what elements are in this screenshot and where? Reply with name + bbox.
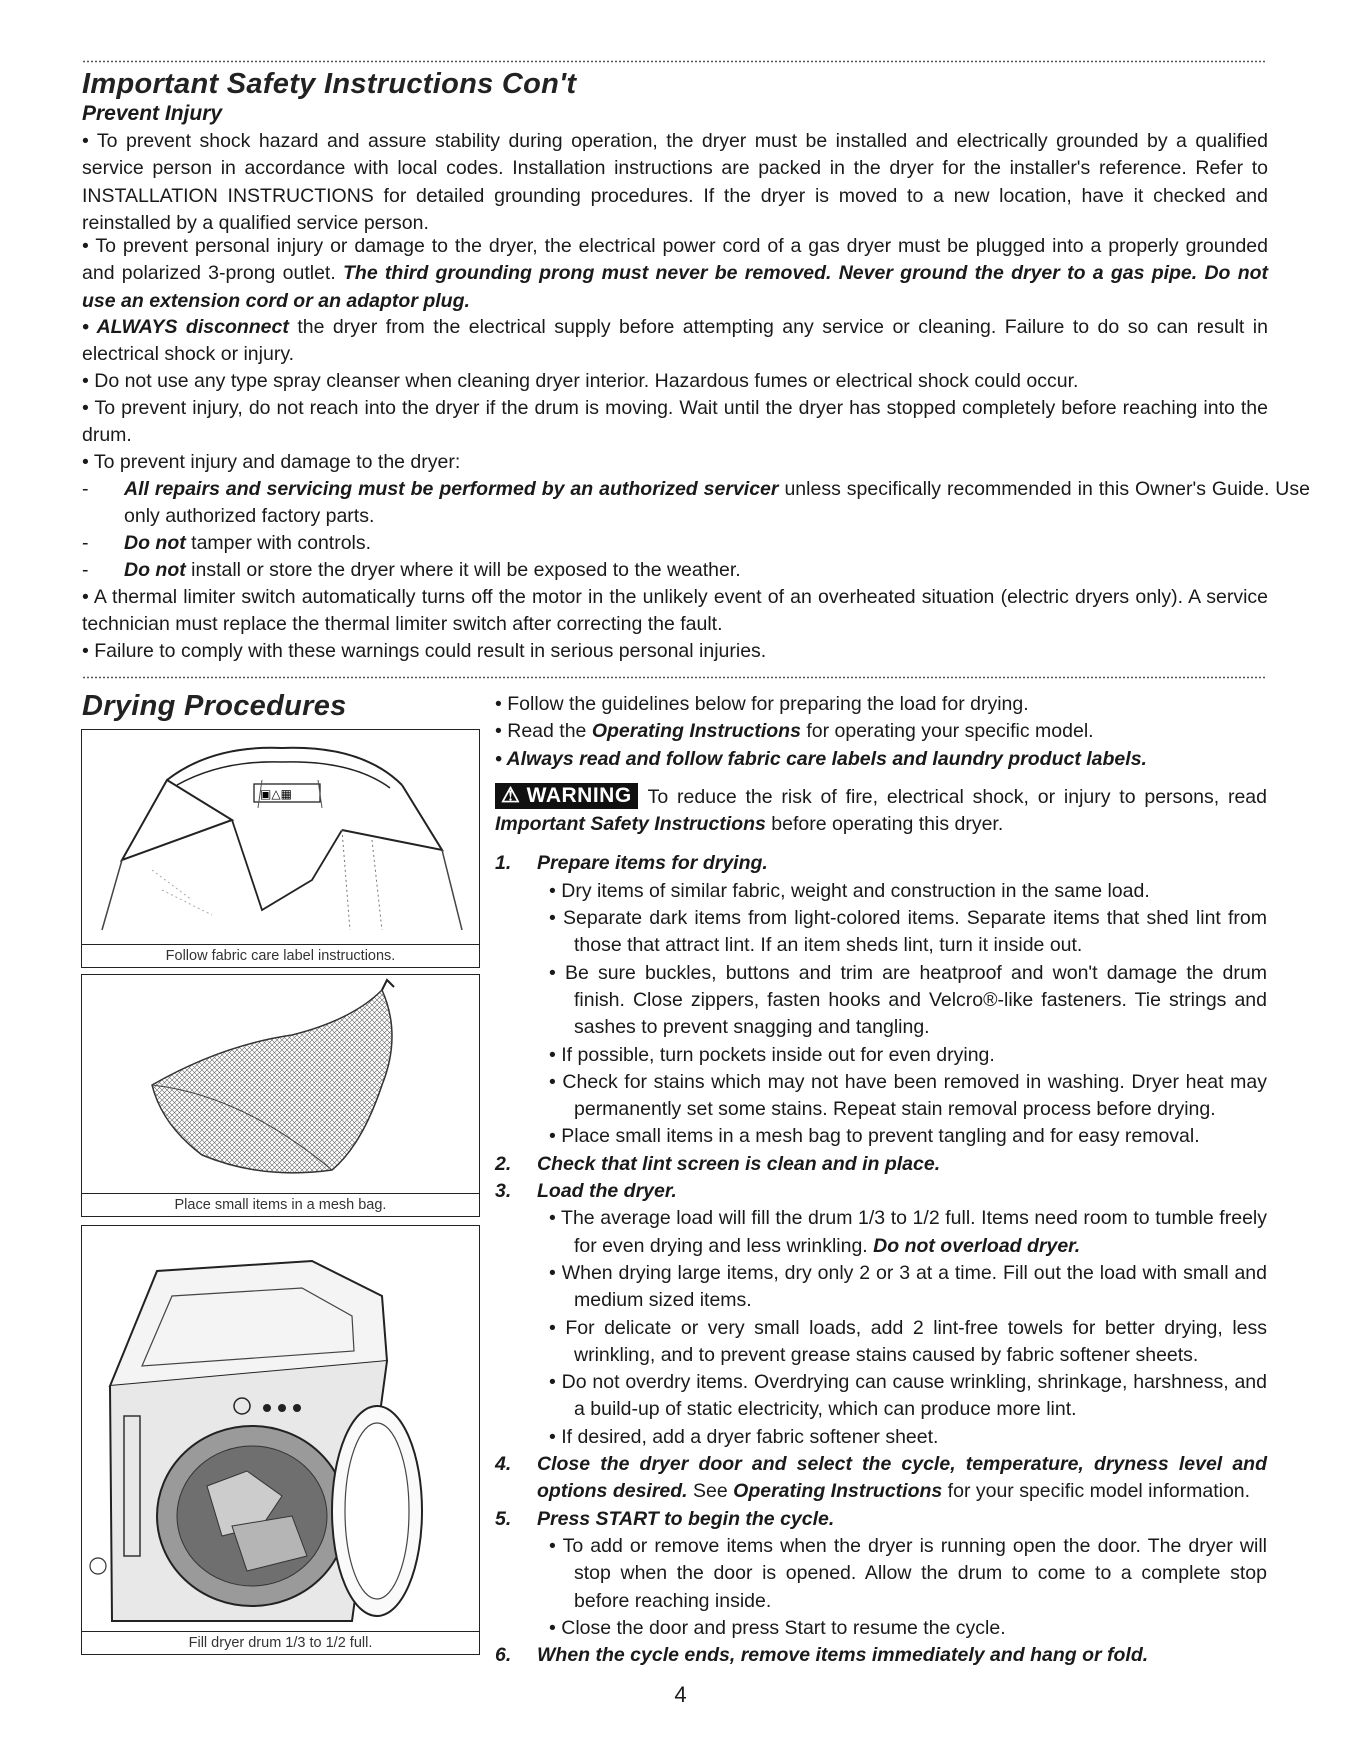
intro-bullet-3: • Always read and follow fabric care labels and laundry product labels. [495, 747, 1147, 770]
warning-badge: ⚠ WARNING [495, 783, 638, 809]
step-3-bullet-5: • If desired, add a dryer fabric softener sheet. [549, 1425, 939, 1448]
drying-instructions [495, 691, 1267, 1669]
safety-paragraph-1: • To prevent shock hazard and assure stability during operation, the dryer must be installed and electrically grounded by a qualified service person in accordance with local codes. Installation instructions are packed in the dryer for the installer's reference. Refer to INSTALLATION INSTRUCTIONS for detailed grounding procedures. If the dryer is moved to a new location, have it checked and reinstalled by a qualified service person. [82, 130, 1268, 234]
step-3-bullet-2: • When drying large items, dry only 2 or 3 at a time. Fill out the load with small and medium sized items. [549, 1261, 1267, 1312]
step-5-bullet-1: • To add or remove items when the dryer is running open the door. The dryer will stop when the door is opened. Allow the drum to come to a complete stop before reaching inside. [549, 1534, 1267, 1612]
step-3-bullet-1: • The average load will fill the drum 1/3 to 1/2 full. Items need room to tumble freely for even drying and less wrinkling. Do not overload dryer. [549, 1207, 1267, 1257]
safety-paragraph-4: • Do not use any type spray cleanser when cleaning dryer interior. Hazardous fumes or electrical shock could occur. [82, 370, 1079, 392]
safety-dash-item-1: - All repairs and servicing must be performed by an authorized servicer unless specifically recommended in this Owner's Guide. Use only authorized factory parts. [82, 478, 1310, 528]
step-5-heading: 5. Press START to begin the cycle. [495, 1507, 835, 1530]
figure-3-caption: Fill dryer drum 1/3 to 1/2 full. [82, 1631, 479, 1654]
figure-mesh-bag [81, 974, 480, 1217]
safety-dash-item-2: - Do not tamper with controls. [82, 532, 372, 554]
shirt-collar-illustration [82, 730, 479, 944]
step-1-bullet-3: • Be sure buckles, buttons and trim are heatproof and won't damage the drum finish. Close zippers, fasten hooks and Velcro®-like fasteners. Tie strings and sashes to prevent snagging and tangling. [549, 961, 1267, 1039]
step-3-bullet-4: • Do not overdry items. Overdrying can cause wrinkling, shrinkage, harshness, and a build-up of static electricity, which can produce more lint. [549, 1371, 1267, 1421]
safety-paragraph-2: • To prevent personal injury or damage to the dryer, the electrical power cord of a gas dryer must be plugged into a properly grounded and polarized 3-prong outlet. The third grounding prong must never be removed. Never ground the dryer to a gas pipe. Do not use an extension cord or an adaptor plug. [82, 235, 1269, 312]
step-1-bullet-4: • If possible, turn pockets inside out for even drying. [549, 1043, 995, 1066]
step-5-bullet-2: • Close the door and press Start to resume the cycle. [549, 1616, 1006, 1639]
safety-dash-item-3: - Do not install or store the dryer where it will be exposed to the weather. [82, 559, 741, 581]
figure-2-caption: Place small items in a mesh bag. [82, 1193, 479, 1216]
safety-paragraph-6: • To prevent injury and damage to the dryer: [82, 451, 461, 473]
step-3-bullet-3: • For delicate or very small loads, add 2 lint-free towels for better drying, less wrinkling, and to prevent grease stains caused by fabric softener sheets. [549, 1316, 1267, 1366]
safety-paragraph-3: • ALWAYS disconnect the dryer from the electrical supply before attempting any service or cleaning. Failure to do so can result in electrical shock or injury. [82, 316, 1268, 366]
step-3-heading: 3. Load the dryer. [495, 1180, 677, 1203]
step-1-bullet-1: • Dry items of similar fabric, weight and construction in the same load. [549, 879, 1150, 902]
step-2-heading: 2. Check that lint screen is clean and in place. [495, 1152, 941, 1175]
mid-dotted-rule [82, 676, 1267, 679]
step-6-heading: 6. When the cycle ends, remove items immediately and hang or fold. [495, 1644, 1149, 1667]
figure-care-label [81, 729, 480, 968]
step-1-bullet-5: • Check for stains which may not have been removed in washing. Dryer heat may permanently set some stains. Repeat stain removal process before drying. [549, 1070, 1267, 1121]
step-1-bullet-2: • Separate dark items from light-colored items. Separate items that shed lint from those that attract lint. If an item sheds lint, turn it inside out. [549, 907, 1267, 957]
figure-dryer-load [81, 1225, 480, 1655]
step-1-bullet-6: • Place small items in a mesh bag to prevent tangling and for easy removal. [549, 1125, 1200, 1148]
drying-title: Drying Procedures [82, 690, 347, 722]
safety-paragraph-8: • Failure to comply with these warnings could result in serious personal injuries. [82, 640, 767, 662]
figure-1-caption: Follow fabric care label instructions. [82, 944, 479, 967]
svg-text:▣△▦: ▣△▦ [260, 787, 292, 801]
warning-paragraph: ⚠ WARNING To reduce the risk of fire, electrical shock, or injury to persons, read Important Safety Instructions before operating this dryer. [495, 783, 1267, 836]
safety-title: Important Safety Instructions Con't [82, 68, 577, 100]
step-1-heading: 1. Prepare items for drying. [495, 852, 768, 875]
safety-subtitle: Prevent Injury [82, 102, 223, 125]
intro-bullet-2: • Read the Operating Instructions for operating your specific model. [495, 720, 1094, 743]
safety-paragraph-7: • A thermal limiter switch automatically turns off the motor in the unlikely event of an overheated situation (electric dryers only). A service technician must replace the thermal limiter switch after correcting the fault. [82, 586, 1268, 636]
intro-bullet-1: • Follow the guidelines below for preparing the load for drying. [495, 693, 1029, 715]
dryer-illustration [82, 1226, 479, 1631]
safety-paragraph-5: • To prevent injury, do not reach into the dryer if the drum is moving. Wait until the dryer has stopped completely before reaching into the drum. [82, 397, 1268, 447]
step-4-heading: 4. Close the dryer door and select the cycle, temperature, dryness level and options desired. See Operating Instructions for your specific model information. [495, 1453, 1267, 1503]
page-number: 4 [674, 1682, 687, 1707]
mesh-bag-illustration [82, 975, 479, 1193]
top-dotted-rule [82, 60, 1267, 63]
